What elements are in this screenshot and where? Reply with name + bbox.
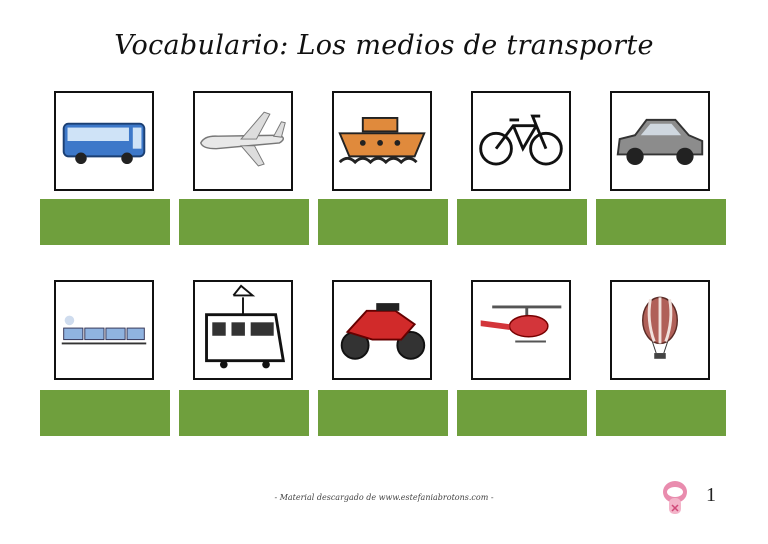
answer-strip[interactable] [179, 199, 309, 245]
card-car [610, 91, 710, 191]
card-motorcycle [332, 280, 432, 380]
answer-strip[interactable] [457, 199, 587, 245]
helicopter-icon [473, 282, 569, 378]
answer-strip[interactable] [318, 199, 448, 245]
car-icon [612, 93, 708, 189]
hot-air-balloon-icon [612, 282, 708, 378]
answer-strip[interactable] [596, 199, 726, 245]
page-number: 1 [706, 484, 716, 506]
card-tram [193, 280, 293, 380]
card-train [54, 280, 154, 380]
answer-strip[interactable] [179, 390, 309, 436]
airplane-icon [195, 93, 291, 189]
train-icon [56, 282, 152, 378]
tram-icon [195, 282, 291, 378]
answer-strip[interactable] [318, 390, 448, 436]
card-airplane [193, 91, 293, 191]
card-bus [54, 91, 154, 191]
footer-text: - Material descargado de www.estefaniabrotons.com - [274, 493, 494, 502]
mouth-logo-icon [660, 478, 690, 518]
answer-strip[interactable] [40, 199, 170, 245]
bicycle-icon [473, 93, 569, 189]
answer-strip[interactable] [40, 390, 170, 436]
page-title: Vocabulario: Los medios de transporte [114, 30, 654, 61]
bus-icon [56, 93, 152, 189]
answer-strip[interactable] [457, 390, 587, 436]
ship-icon [334, 93, 430, 189]
card-balloon [610, 280, 710, 380]
motorcycle-icon [334, 282, 430, 378]
card-bicycle [471, 91, 571, 191]
answer-strip[interactable] [596, 390, 726, 436]
card-ship [332, 91, 432, 191]
card-helicopter [471, 280, 571, 380]
